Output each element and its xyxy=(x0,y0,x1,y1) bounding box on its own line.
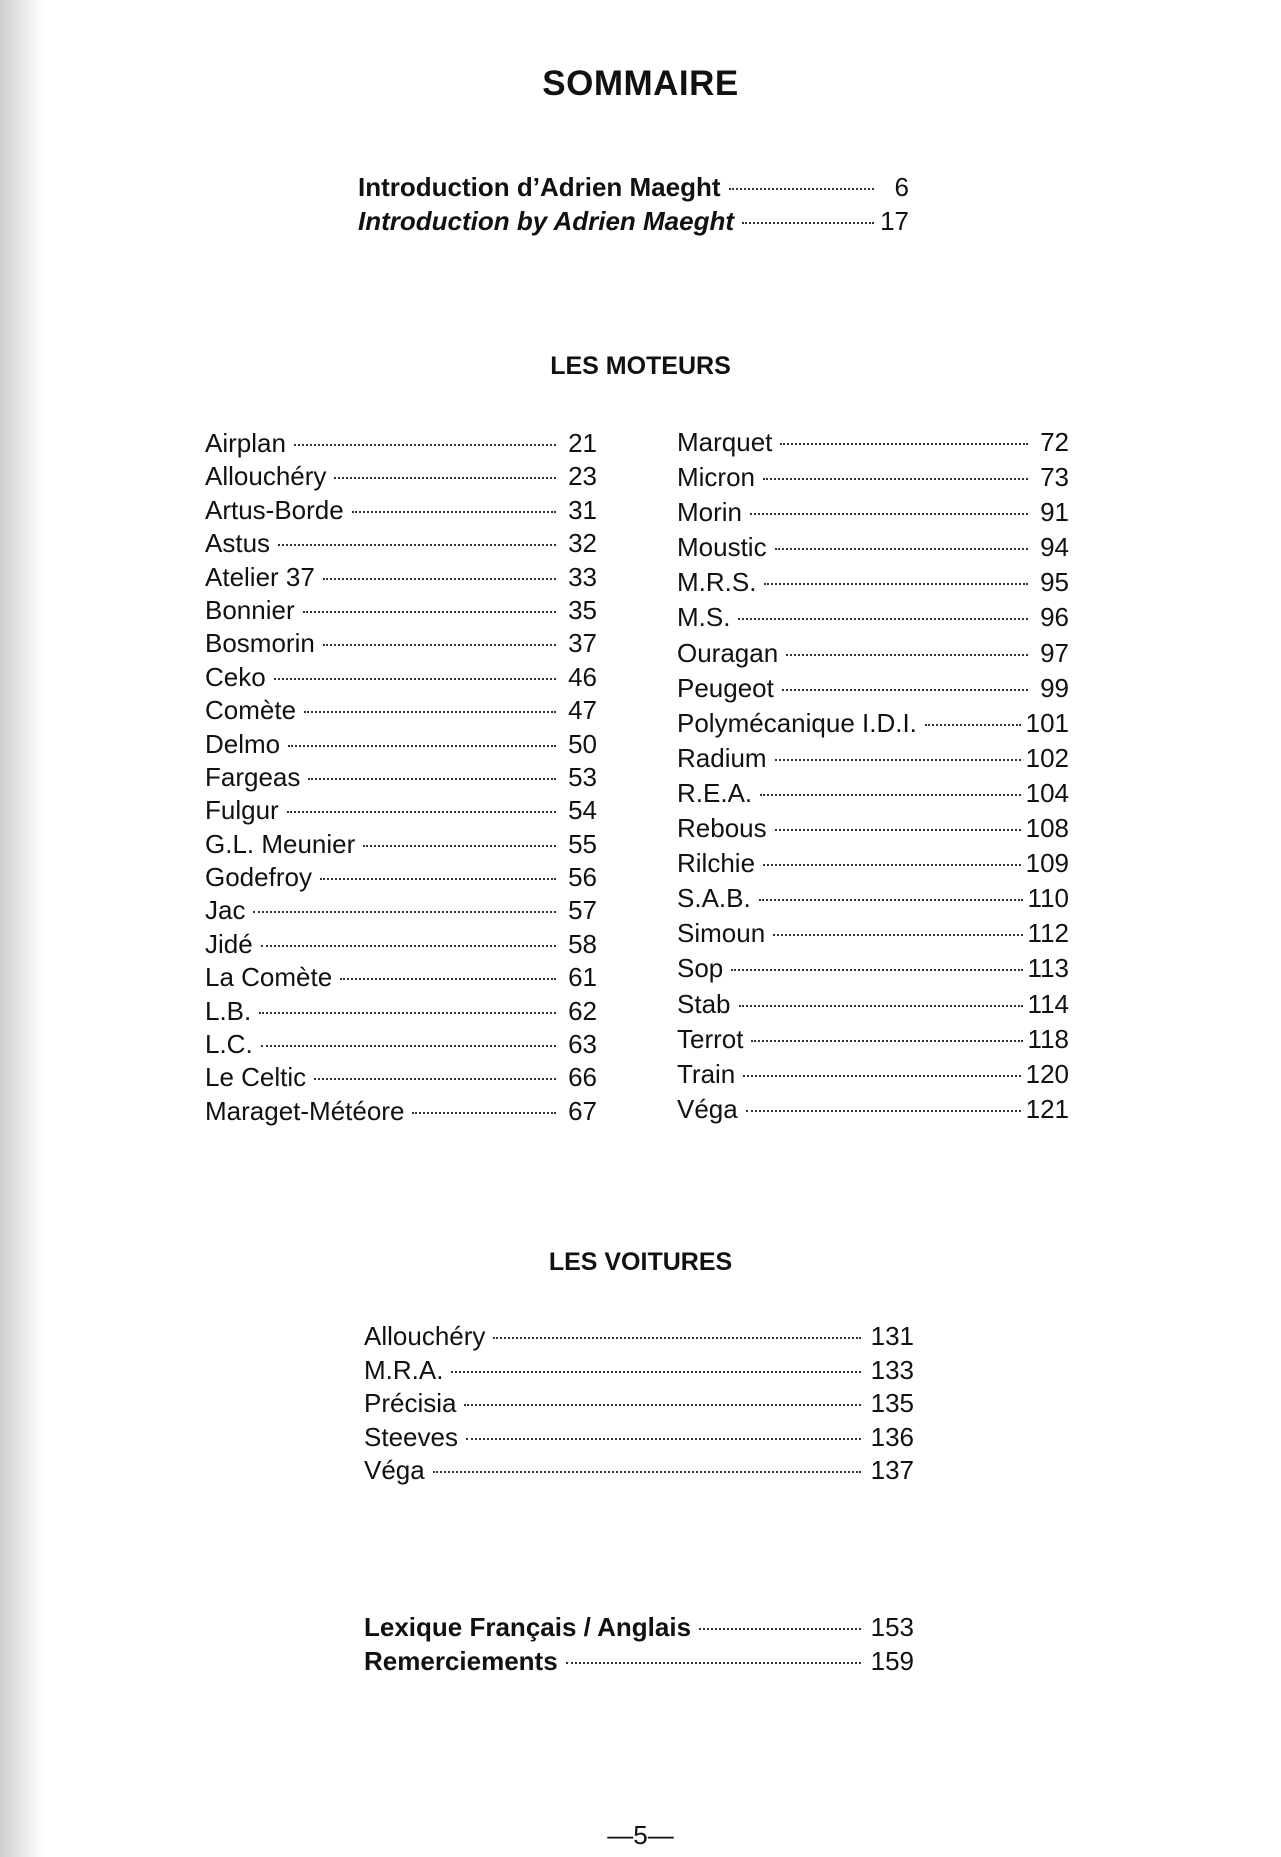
toc-entry-label: Ceko xyxy=(205,661,266,692)
dot-leader xyxy=(739,1005,1023,1007)
toc-entry-label: M.R.A. xyxy=(364,1354,444,1385)
page-title: SOMMAIRE xyxy=(542,64,739,103)
toc-entry-page: 159 xyxy=(870,1646,914,1676)
toc-entry[interactable] xyxy=(677,918,1069,953)
toc-entry-page: 118 xyxy=(1027,1023,1069,1054)
dot-leader xyxy=(278,544,556,546)
toc-entry[interactable] xyxy=(205,1096,597,1129)
toc-entry-label: Rebous xyxy=(677,813,767,844)
toc-entry[interactable] xyxy=(205,662,597,695)
toc-entry[interactable] xyxy=(677,638,1069,673)
toc-entry[interactable] xyxy=(677,673,1069,708)
dot-leader xyxy=(274,678,556,680)
dot-leader xyxy=(764,583,1028,585)
toc-entry-page: 47 xyxy=(568,695,597,726)
dot-leader xyxy=(466,1438,861,1440)
dot-leader xyxy=(304,711,556,713)
toc-entry-label: Terrot xyxy=(677,1023,744,1054)
toc-entry-label: Remerciements xyxy=(364,1646,558,1676)
dot-leader xyxy=(566,1662,861,1664)
toc-entry-page: 33 xyxy=(568,561,597,592)
dot-leader xyxy=(746,1110,1021,1112)
toc-entry-label: Stab xyxy=(677,988,731,1019)
dot-leader xyxy=(261,1045,556,1047)
dot-leader xyxy=(773,934,1022,936)
toc-entry-page: 67 xyxy=(568,1095,597,1126)
toc-entry-label: Simoun xyxy=(677,918,766,949)
toc-entry[interactable] xyxy=(677,427,1069,462)
dot-leader xyxy=(763,478,1028,480)
toc-entry-label: Bonnier xyxy=(205,594,295,625)
toc-entry[interactable] xyxy=(205,495,597,528)
toc-entry-page: 110 xyxy=(1027,883,1069,914)
toc-entry-label: Fargeas xyxy=(205,761,301,792)
toc-entry[interactable] xyxy=(677,602,1069,637)
toc-entry[interactable] xyxy=(205,929,597,962)
toc-entry-label: Ouragan xyxy=(677,637,779,668)
toc-entry-page: 131 xyxy=(870,1321,914,1351)
dot-leader xyxy=(750,513,1028,515)
toc-entry-page: 135 xyxy=(870,1388,914,1418)
toc-entry-label: R.E.A. xyxy=(677,777,753,808)
toc-entry[interactable] xyxy=(205,1062,597,1095)
toc-entry-label: Véga xyxy=(364,1455,425,1485)
toc-entry-page: 46 xyxy=(568,661,597,692)
dot-leader xyxy=(743,1075,1020,1077)
dot-leader xyxy=(759,899,1023,901)
dot-leader xyxy=(751,1040,1022,1042)
toc-entry-page: 21 xyxy=(568,428,597,458)
page-edge-shadow xyxy=(0,0,46,1857)
toc-entry-page: 6 xyxy=(894,172,909,202)
intro-list xyxy=(358,172,909,240)
dot-leader xyxy=(320,878,556,880)
dot-leader xyxy=(334,477,556,479)
toc-entry[interactable] xyxy=(205,862,597,895)
toc-entry[interactable] xyxy=(205,1029,597,1062)
toc-entry-page: 101 xyxy=(1025,707,1069,738)
toc-entry[interactable] xyxy=(364,1355,914,1389)
toc-entry-label: Fulgur xyxy=(205,795,279,826)
toc-entry-label: Lexique Français / Anglais xyxy=(364,1612,692,1642)
toc-entry-page: 109 xyxy=(1025,848,1069,879)
dot-leader xyxy=(340,978,556,980)
toc-entry-page: 137 xyxy=(870,1455,914,1485)
toc-entry-page: 153 xyxy=(870,1612,914,1642)
toc-entry-label: Allouchéry xyxy=(364,1321,486,1351)
toc-entry[interactable] xyxy=(677,1059,1069,1094)
toc-entry[interactable] xyxy=(677,989,1069,1024)
toc-entry[interactable] xyxy=(205,628,597,661)
toc-entry-page: 72 xyxy=(1040,427,1069,457)
toc-entry[interactable] xyxy=(205,562,597,595)
toc-entry-label: L.C. xyxy=(205,1029,253,1060)
toc-entry-label: Véga xyxy=(677,1093,738,1124)
dot-leader xyxy=(760,794,1020,796)
toc-entry[interactable] xyxy=(677,497,1069,532)
toc-entry-label: Sop xyxy=(677,953,724,984)
toc-entry-label: Airplan xyxy=(205,428,286,458)
toc-entry-label: Morin xyxy=(677,497,743,528)
toc-entry-label: Le Celtic xyxy=(205,1062,307,1093)
toc-entry-label: Artus-Borde xyxy=(205,494,344,525)
toc-entry[interactable] xyxy=(677,1094,1069,1129)
toc-entry[interactable] xyxy=(205,996,597,1029)
dot-leader xyxy=(261,945,556,947)
toc-entry-label: Allouchéry xyxy=(205,461,327,492)
toc-entry[interactable] xyxy=(677,1024,1069,1059)
toc-entry[interactable] xyxy=(677,883,1069,918)
dot-leader xyxy=(253,911,556,913)
toc-entry-label: Rilchie xyxy=(677,848,756,879)
dot-leader xyxy=(763,864,1021,866)
toc-entry[interactable] xyxy=(677,532,1069,567)
toc-entry-page: 35 xyxy=(568,594,597,625)
toc-entry-label: Peugeot xyxy=(677,672,774,703)
closing-list xyxy=(364,1612,914,1680)
toc-entry-intro-fr[interactable] xyxy=(358,172,909,206)
toc-entry[interactable] xyxy=(677,708,1069,743)
dot-leader xyxy=(363,845,556,847)
toc-entry[interactable] xyxy=(364,1321,914,1355)
dot-leader xyxy=(729,188,874,190)
toc-entry[interactable] xyxy=(205,729,597,762)
toc-entry-label: Polymécanique I.D.I. xyxy=(677,707,917,738)
dot-leader xyxy=(433,1471,861,1473)
toc-entry-label: Précisia xyxy=(364,1388,457,1418)
toc-entry-label: Radium xyxy=(677,742,767,773)
toc-entry-label: Micron xyxy=(677,462,756,493)
toc-entry[interactable] xyxy=(677,743,1069,778)
toc-entry-page: 108 xyxy=(1025,813,1069,844)
toc-entry-page: 102 xyxy=(1025,742,1069,773)
toc-entry-label: Introduction d’Adrien Maeght xyxy=(358,172,721,202)
toc-entry-label: Steeves xyxy=(364,1421,458,1452)
toc-entry[interactable] xyxy=(677,848,1069,883)
toc-entry-label: Introduction by Adrien Maeght xyxy=(358,206,735,236)
dot-leader xyxy=(294,444,556,446)
toc-entry-page: 23 xyxy=(568,461,597,492)
toc-entry-label: La Comète xyxy=(205,962,333,993)
toc-entry-label: Atelier 37 xyxy=(205,561,315,592)
motors-list-left xyxy=(205,428,597,1129)
toc-entry-page: 97 xyxy=(1040,637,1069,668)
toc-entry-page: 32 xyxy=(568,528,597,559)
toc-entry-label: Moustic xyxy=(677,532,767,563)
toc-entry[interactable] xyxy=(364,1422,914,1456)
toc-entry-acknowledgements[interactable] xyxy=(364,1646,914,1680)
toc-entry-page: 120 xyxy=(1025,1058,1069,1089)
toc-entry[interactable] xyxy=(364,1388,914,1422)
toc-entry-lexicon[interactable] xyxy=(364,1612,914,1646)
dot-leader xyxy=(731,969,1022,971)
dot-leader xyxy=(314,1078,556,1080)
toc-entry-label: Jidé xyxy=(205,928,253,959)
cars-list xyxy=(364,1321,914,1489)
toc-entry[interactable] xyxy=(205,428,597,461)
toc-entry-label: M.R.S. xyxy=(677,567,757,598)
dot-leader xyxy=(303,611,556,613)
section-heading-cars: LES VOITURES xyxy=(548,1248,733,1276)
toc-entry-page: 62 xyxy=(568,995,597,1026)
toc-entry-page: 96 xyxy=(1040,602,1069,633)
toc-entry[interactable] xyxy=(205,528,597,561)
dot-leader xyxy=(451,1371,861,1373)
toc-entry[interactable] xyxy=(205,895,597,928)
toc-entry-page: 104 xyxy=(1025,777,1069,808)
toc-entry[interactable] xyxy=(205,762,597,795)
toc-entry[interactable] xyxy=(205,595,597,628)
toc-entry-label: Train xyxy=(677,1058,736,1089)
toc-entry-page: 63 xyxy=(568,1029,597,1060)
dot-leader xyxy=(699,1628,861,1630)
toc-entry-page: 113 xyxy=(1027,953,1069,984)
toc-entry-page: 55 xyxy=(568,828,597,859)
dot-leader xyxy=(780,443,1028,445)
toc-entry-label: G.L. Meunier xyxy=(205,828,356,859)
toc-entry-page: 95 xyxy=(1040,567,1069,598)
toc-entry[interactable] xyxy=(677,813,1069,848)
toc-entry[interactable] xyxy=(364,1455,914,1489)
toc-entry-page: 99 xyxy=(1040,672,1069,703)
toc-entry-label: Bosmorin xyxy=(205,628,315,659)
dot-leader xyxy=(288,745,556,747)
toc-entry-page: 94 xyxy=(1040,532,1069,563)
toc-entry-label: S.A.B. xyxy=(677,883,751,914)
dot-leader xyxy=(323,578,556,580)
dot-leader xyxy=(259,1012,556,1014)
toc-entry-page: 53 xyxy=(568,761,597,792)
toc-entry-page: 31 xyxy=(568,494,597,525)
dot-leader xyxy=(738,618,1028,620)
toc-entry-page: 17 xyxy=(880,206,909,236)
dot-leader xyxy=(493,1337,861,1339)
toc-entry-label: Comète xyxy=(205,695,297,726)
toc-entry-label: Maraget-Météore xyxy=(205,1095,405,1126)
toc-entry[interactable] xyxy=(677,778,1069,813)
toc-entry[interactable] xyxy=(677,462,1069,497)
toc-entry-page: 133 xyxy=(870,1354,914,1385)
motors-list-right xyxy=(677,427,1069,1129)
dot-leader xyxy=(464,1404,861,1406)
toc-entry-page: 56 xyxy=(568,862,597,893)
dot-leader xyxy=(323,644,556,646)
toc-entry-page: 66 xyxy=(568,1062,597,1093)
toc-entry-page: 91 xyxy=(1040,497,1069,528)
toc-entry[interactable] xyxy=(677,953,1069,988)
toc-entry-label: L.B. xyxy=(205,995,252,1026)
dot-leader xyxy=(742,222,874,224)
toc-entry-label: Delmo xyxy=(205,728,281,759)
toc-entry[interactable] xyxy=(205,695,597,728)
toc-entry-page: 112 xyxy=(1027,918,1069,949)
dot-leader xyxy=(786,654,1028,656)
toc-entry-label: M.S. xyxy=(677,602,731,633)
dot-leader xyxy=(775,548,1028,550)
toc-entry-page: 37 xyxy=(568,628,597,659)
toc-entry-label: Jac xyxy=(205,895,246,926)
toc-entry-page: 114 xyxy=(1027,988,1069,1019)
toc-entry[interactable] xyxy=(205,461,597,494)
dot-leader xyxy=(775,759,1021,761)
toc-entry[interactable] xyxy=(205,795,597,828)
dot-leader xyxy=(782,689,1028,691)
toc-entry-page: 50 xyxy=(568,728,597,759)
dot-leader xyxy=(287,811,556,813)
toc-entry[interactable] xyxy=(205,962,597,995)
toc-entry-page: 121 xyxy=(1025,1093,1069,1124)
toc-entry-label: Godefroy xyxy=(205,862,312,893)
toc-entry-page: 57 xyxy=(568,895,597,926)
toc-entry-page: 136 xyxy=(870,1421,914,1452)
toc-entry-page: 58 xyxy=(568,928,597,959)
toc-entry-page: 73 xyxy=(1040,462,1069,493)
toc-entry-label: Astus xyxy=(205,528,271,559)
dot-leader xyxy=(308,778,556,780)
dot-leader xyxy=(412,1112,556,1114)
toc-entry-page: 54 xyxy=(568,795,597,826)
dot-leader xyxy=(775,829,1021,831)
toc-entry-page: 61 xyxy=(568,962,597,993)
toc-entry[interactable] xyxy=(205,829,597,862)
toc-entry[interactable] xyxy=(677,567,1069,602)
toc-entry-label: Marquet xyxy=(677,427,773,457)
dot-leader xyxy=(925,724,1021,726)
toc-entry-intro-en[interactable] xyxy=(358,206,909,240)
dot-leader xyxy=(352,511,556,513)
page-number: —5— xyxy=(607,1820,674,1850)
section-heading-motors: LES MOTEURS xyxy=(550,352,731,380)
